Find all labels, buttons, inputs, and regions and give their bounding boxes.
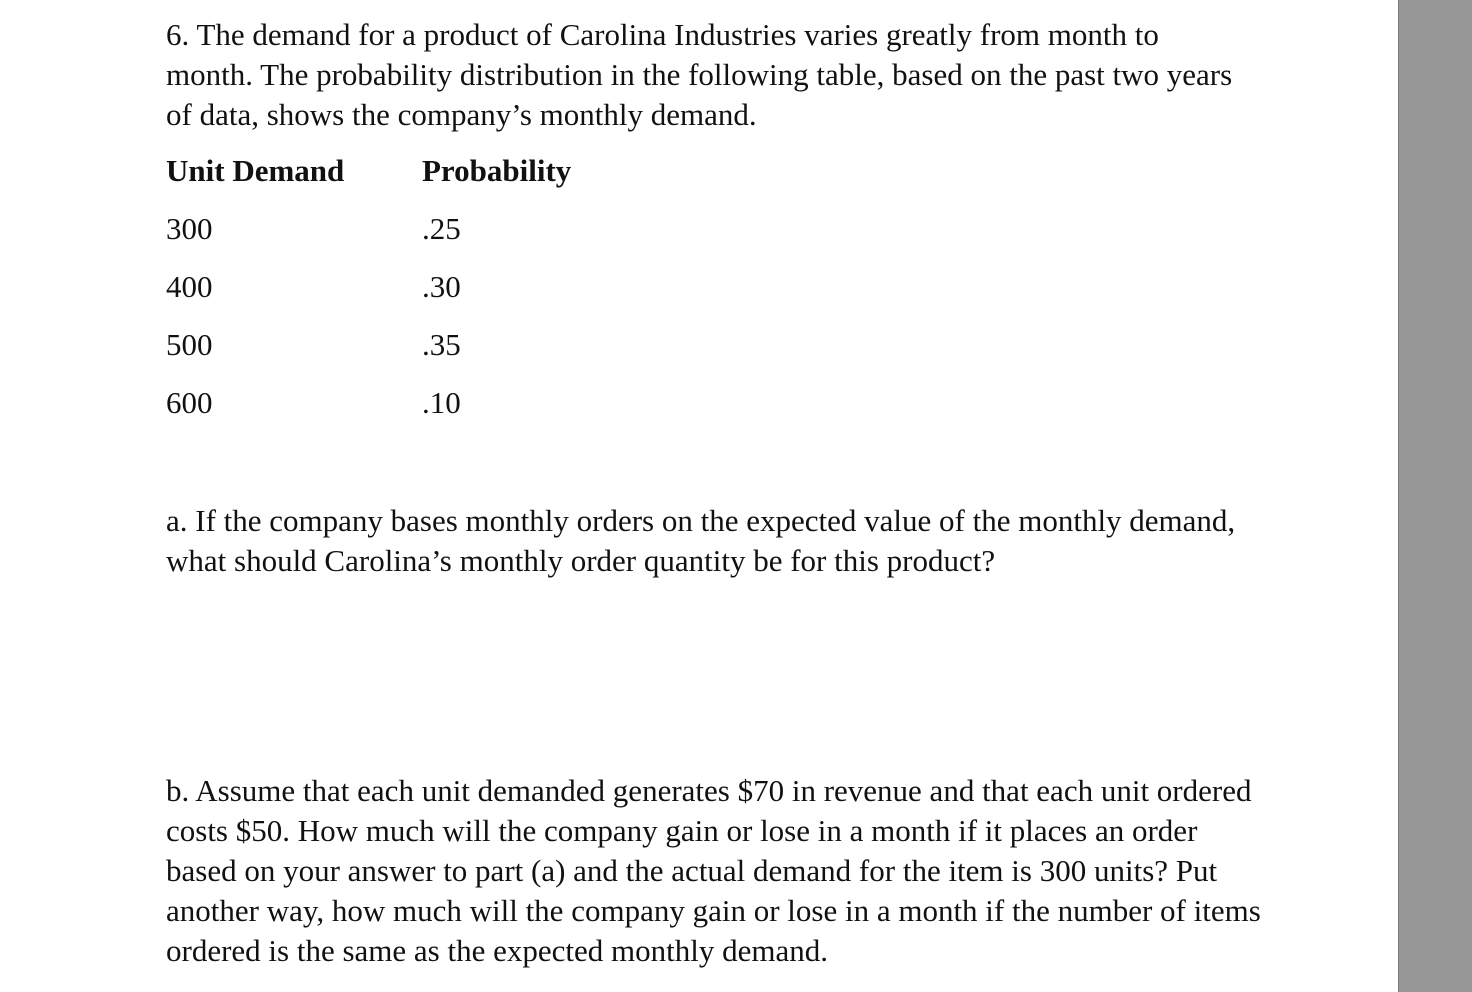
- table-cell-probability: .30: [422, 269, 461, 304]
- problem-intro: 6. The demand for a product of Carolina Industries varies greatly from month to month. The probability distribution in the following table, based on the past two years of data, shows the company’s monthly demand.: [166, 17, 1233, 132]
- viewer-background: [1399, 0, 1472, 992]
- table-cell-demand: 600: [166, 385, 213, 420]
- table-cell-demand: 500: [166, 327, 213, 362]
- table-cell-demand: 400: [166, 269, 213, 304]
- header-unit-demand: Unit Demand: [166, 153, 345, 188]
- table-cell-probability: .10: [422, 385, 461, 420]
- header-probability: Probability: [422, 153, 572, 188]
- table-cell-demand: 300: [166, 211, 213, 246]
- table-cell-probability: .35: [422, 327, 461, 362]
- table-cell-probability: .25: [422, 211, 461, 246]
- question-a: a. If the company bases monthly orders on the expected value of the monthly demand, what should Carolina’s monthly order quantity be for this product?: [166, 503, 1236, 578]
- question-b: b. Assume that each unit demanded generates $70 in revenue and that each unit ordered costs $50. How much will the company gain or lose in a month if it places an order based on your answer to part (a) and the actual demand for the item is 300 units? Put another way, how much will the company gain or lose in a month if the number of items ordered is the same as the expected monthly demand.: [166, 773, 1261, 968]
